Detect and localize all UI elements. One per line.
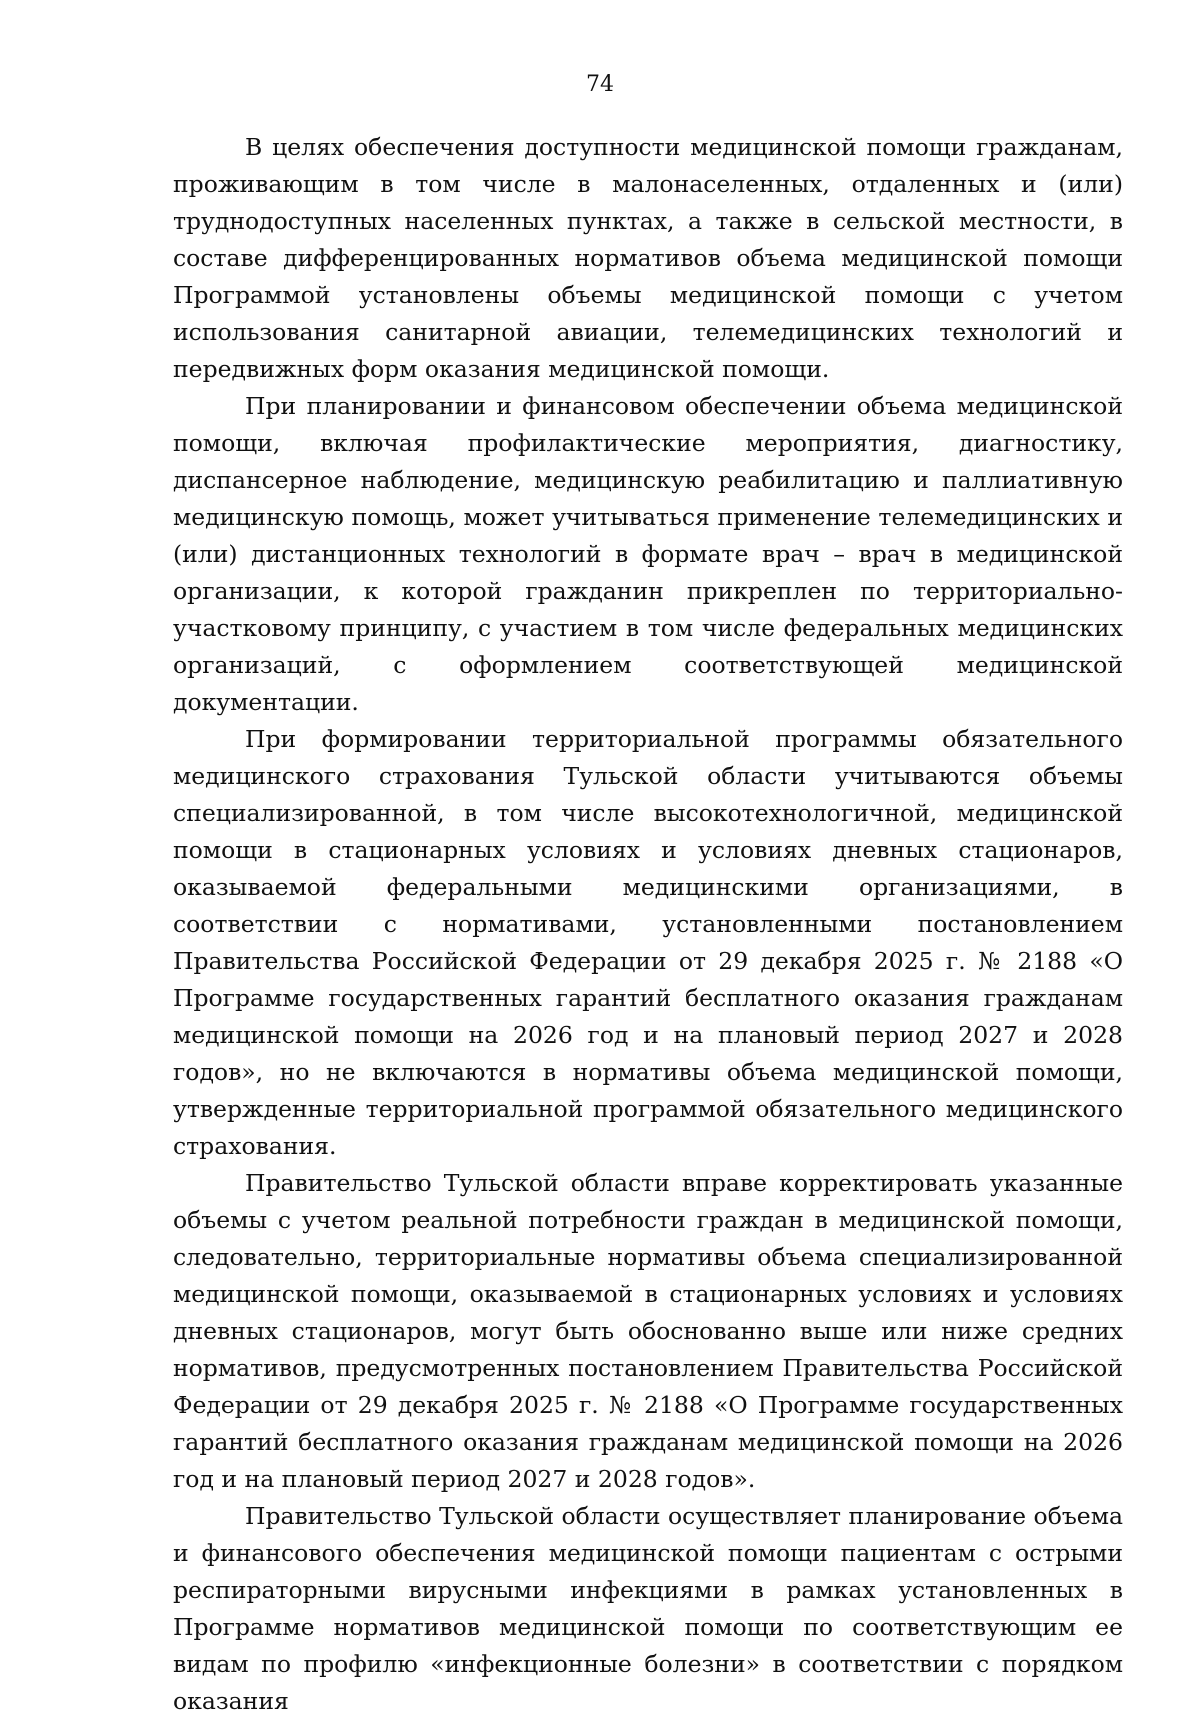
paragraph-2: При планировании и финансовом обеспечении объема медицинской помощи, включая профилактические мероприятия, диагностику, диспансерное наблюдение, медицинскую реабилитацию и паллиативную медицинскую помощь, может учитываться применение телемедицинских и (или) дистанционных технологий в формате врач – врач в медицинской организации, к которой гражданин прикреплен по территориально-участковому принципу, с участием в том числе федеральных медицинских организаций, с оформлением соответствующей медицинской документации. [173,392,1123,716]
document-body [173,129,1123,1720]
paragraph-5: Правительство Тульской области осуществляет планирование объема и финансового обеспечения медицинской помощи пациентам с острыми респираторными вирусными инфекциями в рамках установленных в Программе нормативов медицинской помощи по соответствующим ее видам по профилю «инфекционные болезни» в соответствии с порядком оказания [173,1502,1123,1715]
paragraph-3: При формировании территориальной программы обязательного медицинского страхования Тульской области учитываются объемы специализированной, в том числе высокотехнологичной, медицинской помощи в стационарных условиях и условиях дневных стационаров, оказываемой федеральными медицинскими организациями, в соответствии с нормативами, установленными постановлением Правительства Российской Федерации от 29 декабря 2025 г. № 2188 «О Программе государственных гарантий бесплатного оказания гражданам медицинской помощи на 2026 год и на плановый период 2027 и 2028 годов», но не включаются в нормативы объема медицинской помощи, утвержденные территориальной программой обязательного медицинского страхования. [173,725,1123,1160]
paragraph-4: Правительство Тульской области вправе корректировать указанные объемы с учетом реальной потребности граждан в медицинской помощи, следовательно, территориальные нормативы объема специализированной медицинской помощи, оказываемой в стационарных условиях и условиях дневных стационаров, могут быть обоснованно выше или ниже средних нормативов, предусмотренных постановлением Правительства Российской Федерации от 29 декабря 2025 г. № 2188 «О Программе государственных гарантий бесплатного оказания гражданам медицинской помощи на 2026 год и на плановый период 2027 и 2028 годов». [173,1169,1123,1493]
page-number: 74 [586,72,614,97]
paragraph-1: В целях обеспечения доступности медицинской помощи гражданам, проживающим в том числе в малонаселенных, отдаленных и (или) труднодоступных населенных пунктах, а также в сельской местности, в составе дифференцированных нормативов объема медицинской помощи Программой установлены объемы медицинской помощи с учетом использования санитарной авиации, телемедицинских технологий и передвижных форм оказания медицинской помощи. [173,133,1123,383]
